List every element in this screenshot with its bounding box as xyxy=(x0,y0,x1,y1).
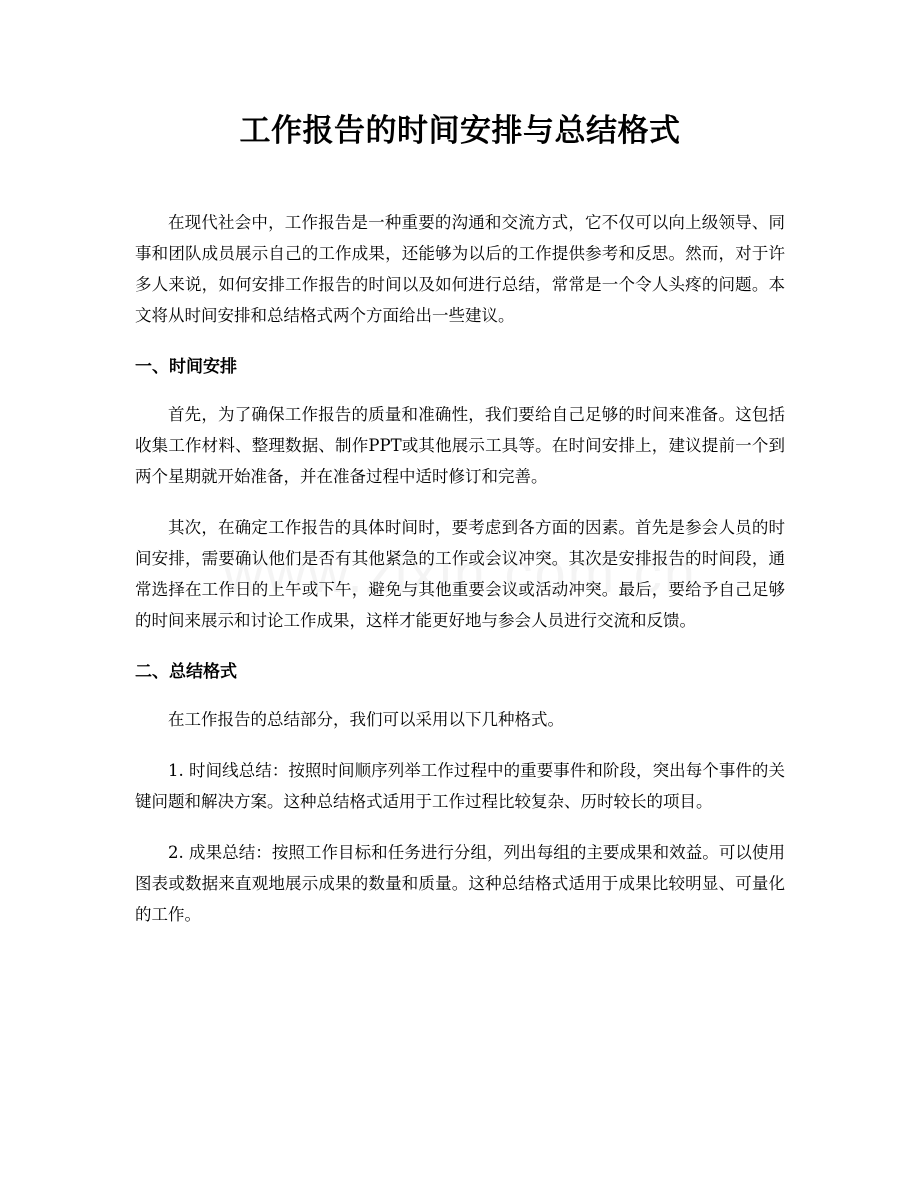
summary-format-item-timeline: 1. 时间线总结：按照时间顺序列举工作过程中的重要事件和阶段，突出每个事件的关键问题和解决方案。这种总结格式适用于工作过程比较复杂、历时较长的项目。 xyxy=(135,761,785,811)
summary-format-item-results: 2. 成果总结：按照工作目标和任务进行分组，列出每组的主要成果和效益。可以使用图表或数据来直观地展示成果的数量和质量。这种总结格式适用于成果比较明显、可量化的工作。 xyxy=(135,843,785,924)
section-heading-summary-format: 二、总结格式 xyxy=(135,662,237,682)
document-title: 工作报告的时间安排与总结格式 xyxy=(239,113,681,149)
time-arrangement-paragraph-2: 其次，在确定工作报告的具体时间时，要考虑到各方面的因素。首先是参会人员的时间安排，需要确认他们是否有其他紧急的工作或会议冲突。其次是安排报告的时间段，通常选择在工作日的上午或下午，避免与其他重要会议或活动冲突。最后，要给予自己足够的时间来展示和讨论工作成果，这样才能更好地与参会人员进行交流和反馈。 xyxy=(135,518,785,630)
section-heading-time-arrangement: 一、时间安排 xyxy=(135,357,237,377)
time-arrangement-paragraph-1: 首先，为了确保工作报告的质量和准确性，我们要给自己足够的时间来准备。这包括收集工作材料、整理数据、制作PPT或其他展示工具等。在时间安排上，建议提前一个到两个星期就开始准备，并在准备过程中适时修订和完善。 xyxy=(135,405,785,486)
intro-paragraph: 在现代社会中，工作报告是一种重要的沟通和交流方式，它不仅可以向上级领导、同事和团队成员展示自己的工作成果，还能够为以后的工作提供参考和反思。然而，对于许多人来说，如何安排工作报告的时间以及如何进行总结，常常是一个令人头疼的问题。本文将从时间安排和总结格式两个方面给出一些建议。 xyxy=(135,213,785,325)
document-body xyxy=(135,105,785,950)
summary-format-intro: 在工作报告的总结部分，我们可以采用以下几种格式。 xyxy=(168,710,564,729)
